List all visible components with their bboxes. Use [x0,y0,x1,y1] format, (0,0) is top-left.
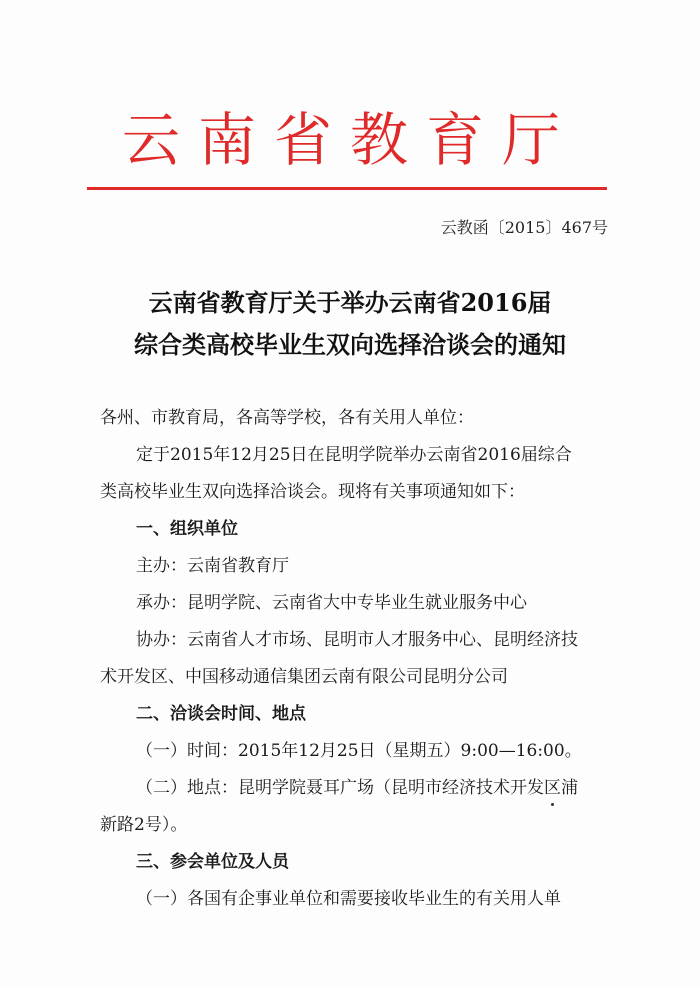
place-line-1: （二）地点：昆明学院聂耳广场（昆明市经济技术开发区浦 [136,778,578,798]
host-line: 主办：云南省教育厅 [136,556,289,576]
salutation: 各州、市教育局，各高等学校，各有关用人单位： [100,408,474,428]
document-number: 云教函〔2015〕467号 [440,218,608,237]
section-heading-2: 二、洽谈会时间、地点 [136,704,306,724]
scan-speck [551,803,554,806]
co-organizer-line-2: 术开发区、中国移动通信集团云南有限公司昆明分公司 [100,667,508,687]
section-heading-3: 三、参会单位及人员 [136,852,289,872]
intro-paragraph-line-1: 定于2015年12月25日在昆明学院举办云南省2016届综合 [136,445,572,465]
place-line-2: 新路2号）。 [100,815,188,835]
section-heading-1: 一、组织单位 [136,519,238,539]
co-organizer-line-1: 协办：云南省人才市场、昆明市人才服务中心、昆明经济技 [136,630,578,650]
attendees-line-1: （一）各国有企事业单位和需要接收毕业生的有关用人单 [136,889,561,909]
title-line-2: 综合类高校毕业生双向选择洽谈会的通知 [134,330,566,359]
document-body [100,400,620,918]
intro-paragraph-line-2: 类高校毕业生双向选择洽谈会。现将有关事项通知如下： [100,482,525,502]
time-line: （一）时间：2015年12月25日（星期五）9:00—16:00。 [136,741,582,761]
red-divider-line [87,187,607,190]
document-title [0,282,700,366]
issuing-org-header: 云南省教育厅 [121,106,578,174]
organizer-line: 承办：昆明学院、云南省大中专毕业生就业服务中心 [136,593,527,613]
title-line-1: 云南省教育厅关于举办云南省2016届 [148,288,552,317]
